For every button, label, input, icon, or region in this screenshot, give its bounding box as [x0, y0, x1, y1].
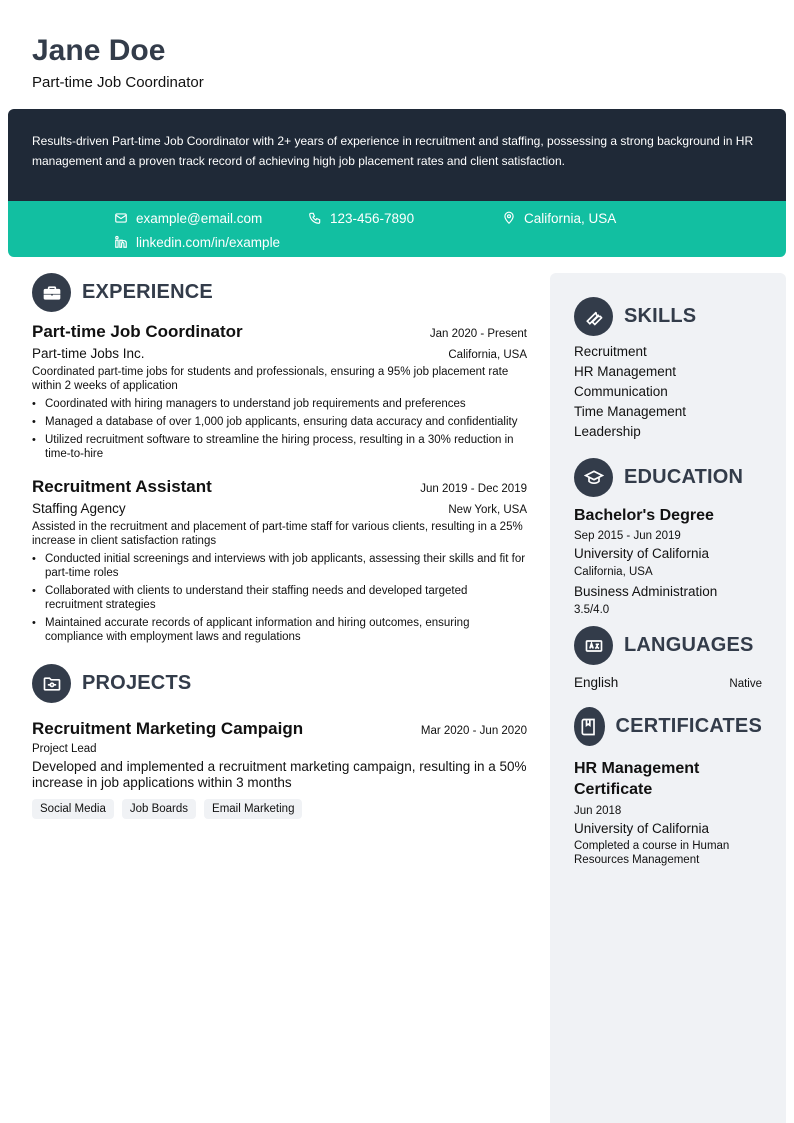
job-bullet: • Coordinated with hiring managers to understand job requirements and preferences [32, 397, 527, 411]
job-dates: Jun 2019 - Dec 2019 [420, 483, 527, 495]
job-location: New York, USA [448, 504, 527, 516]
education-heading [574, 458, 762, 497]
certificates-heading [574, 707, 762, 746]
project-tag: Social Media [32, 799, 114, 819]
job-bullets [32, 552, 527, 644]
certificate-name: HR Management Certificate [574, 760, 700, 798]
education-school: University of California [574, 546, 710, 561]
summary-band [8, 109, 786, 201]
education-field: Business Administration [574, 584, 718, 599]
job-description: Coordinated part-time jobs for students and professionals, ensuring a 95% job placement rate within 2 weeks of application [32, 366, 509, 392]
experience-item [32, 477, 527, 644]
phone-icon [308, 211, 322, 225]
education-gpa: 3.5/4.0 [574, 604, 610, 616]
candidate-title: Part-time Job Coordinator [32, 74, 204, 91]
project-tags [32, 799, 527, 819]
job-description: Assisted in the recruitment and placement of part-time staff for various clients, resulting in a 25% increase in client satisfaction ratings [32, 521, 523, 547]
certificate-issuer: University of California [574, 821, 710, 836]
email-text: example@email.com [136, 210, 263, 226]
job-bullet: • Conducted initial screenings and interviews with job applicants, assessing their skills and fit for part-time roles [32, 552, 527, 580]
linkedin-icon [114, 235, 128, 249]
experience-heading [32, 273, 527, 312]
projects-title: PROJECTS [82, 672, 192, 694]
certificate-book-icon [574, 707, 605, 746]
contact-band [8, 201, 786, 257]
job-dates: Jan 2020 - Present [429, 328, 527, 340]
job-title: Recruitment Assistant [32, 477, 212, 496]
skill-item: Time Management [574, 404, 687, 419]
education-degree: Bachelor's Degree [574, 507, 714, 524]
languages-title: LANGUAGES [624, 634, 754, 656]
job-bullet: • Collaborated with clients to understand their staffing needs and developed targeted recruitment strategies [32, 584, 527, 612]
experience-item [32, 322, 527, 461]
project-tag: Job Boards [122, 799, 196, 819]
location-text: California, USA [524, 210, 617, 226]
certificate-date: Jun 2018 [574, 805, 622, 817]
contact-phone[interactable] [308, 209, 414, 227]
map-pin-icon [502, 211, 516, 225]
summary-text: Results-driven Part-time Job Coordinator with 2+ years of experience in recruitment and staffing, possessing a strong background in HR management and a proven track record of achieving high job placement rates and client satisfaction. [32, 134, 754, 168]
contact-email[interactable] [114, 209, 262, 227]
experience-title: EXPERIENCE [82, 281, 213, 303]
education-dates: Sep 2015 - Jun 2019 [574, 530, 681, 542]
project-title: Recruitment Marketing Campaign [32, 719, 304, 738]
folder-icon [32, 664, 71, 703]
language-level: Native [729, 678, 762, 690]
skills-heading [574, 297, 762, 336]
phone-text: 123-456-7890 [330, 210, 415, 226]
language-name: English [574, 675, 619, 690]
projects-heading [32, 664, 527, 703]
skill-item: Recruitment [574, 344, 647, 359]
job-title: Part-time Job Coordinator [32, 322, 243, 341]
main-column [32, 273, 527, 819]
project-role: Project Lead [32, 743, 97, 755]
job-company: Staffing Agency [32, 501, 126, 516]
education-location: California, USA [574, 566, 653, 578]
project-tag: Email Marketing [204, 799, 302, 819]
languages-heading [574, 626, 762, 665]
job-location: California, USA [448, 349, 527, 361]
certificates-title: CERTIFICATES [615, 715, 762, 737]
translate-icon [574, 626, 613, 665]
linkedin-text: linkedin.com/in/example [136, 234, 281, 250]
certificate-description: Completed a course in Human Resources Management [574, 840, 730, 866]
candidate-name: Jane Doe [32, 34, 166, 67]
skill-item: HR Management [574, 364, 677, 379]
mail-icon [114, 211, 128, 225]
skills-list [574, 342, 762, 442]
wrench-icon [574, 297, 613, 336]
project-description: Developed and implemented a recruitment marketing campaign, resulting in a 50% increase in job applications within 3 months [32, 759, 527, 790]
contact-linkedin[interactable] [114, 233, 280, 251]
job-company: Part-time Jobs Inc. [32, 346, 145, 361]
skills-title: SKILLS [624, 305, 697, 327]
job-bullet: • Managed a database of over 1,000 job applicants, ensuring data accuracy and confidentiality [32, 415, 527, 429]
skill-item: Leadership [574, 424, 641, 439]
briefcase-icon [32, 273, 71, 312]
skill-item: Communication [574, 384, 668, 399]
project-dates: Mar 2020 - Jun 2020 [420, 725, 527, 737]
job-bullet: • Maintained accurate records of applicant information and hiring outcomes, ensuring compliance with employment laws and regulations [32, 616, 527, 644]
education-title: EDUCATION [624, 466, 744, 488]
sidebar-column [550, 273, 786, 1123]
job-bullets [32, 397, 527, 461]
language-item [574, 673, 762, 693]
job-bullet: • Utilized recruitment software to streamline the hiring process, resulting in a 30% reduction in time-to-hire [32, 433, 527, 461]
resume-header [32, 32, 204, 91]
contact-location [502, 209, 616, 227]
project-item [32, 719, 527, 819]
graduation-cap-icon [574, 458, 613, 497]
